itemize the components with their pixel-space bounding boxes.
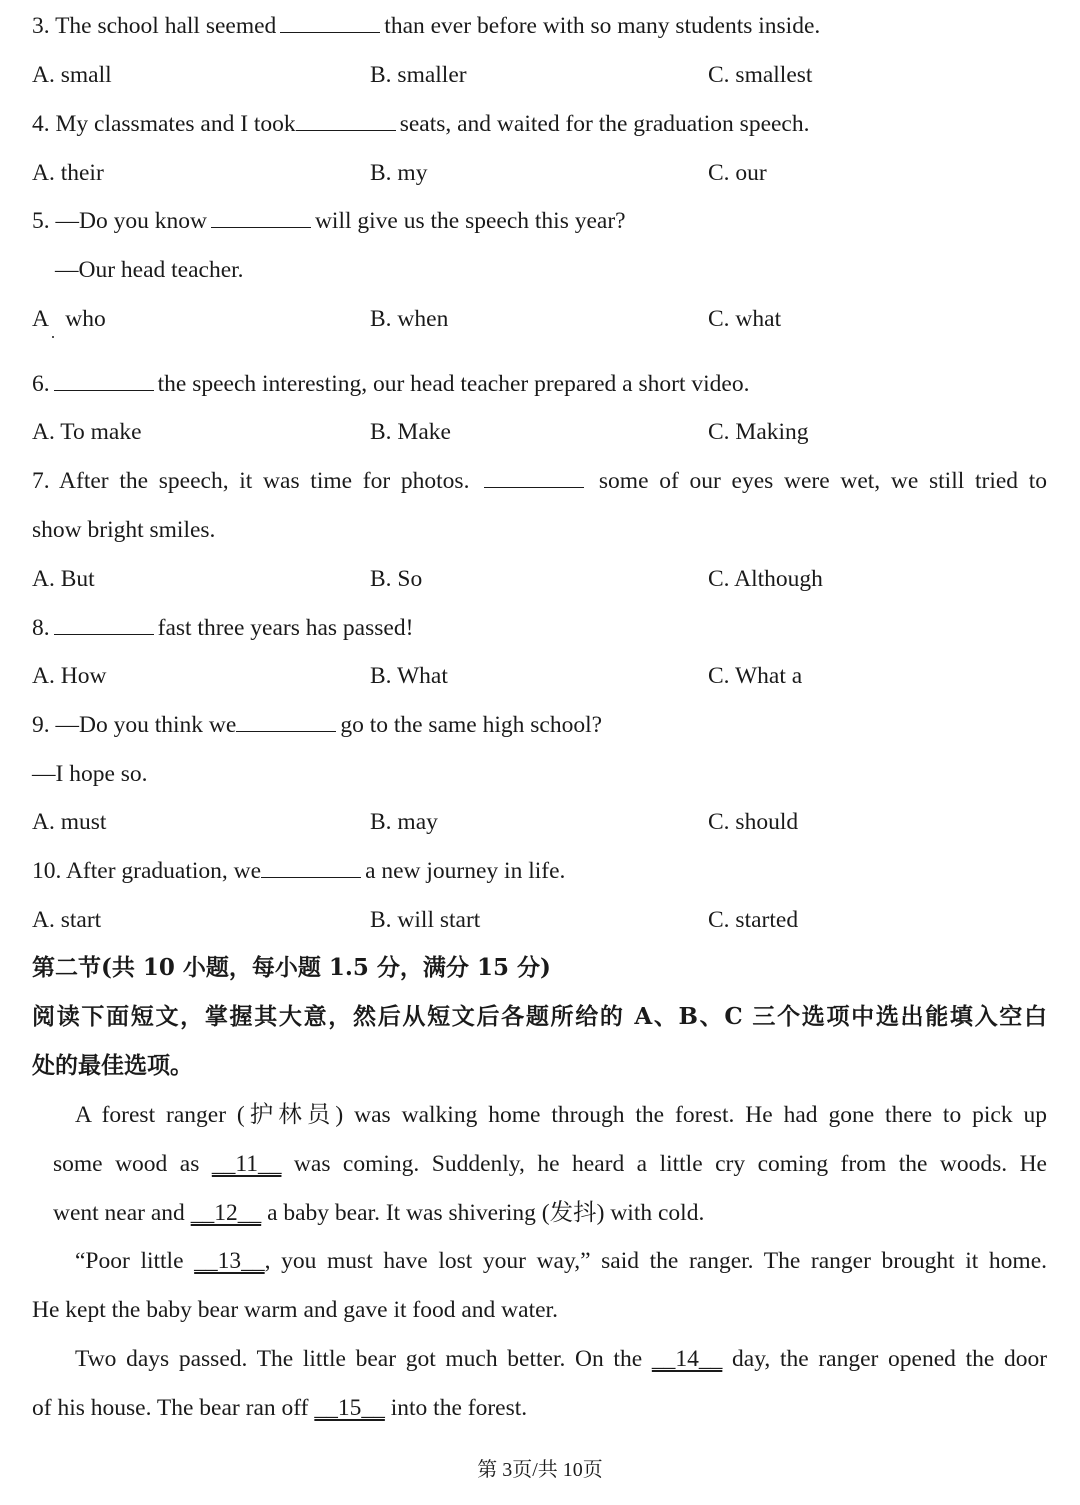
p2-l1-b: , you must have lost your way,” said the ranger. The ranger brought it home. xyxy=(264,1248,1047,1274)
q7-post: some of our eyes were wet, we still tried to xyxy=(598,468,1048,494)
q7-pre: 7. After the speech, it was time for photos. xyxy=(32,468,470,494)
q8-option-c: C. What a xyxy=(708,663,803,689)
answer-blank xyxy=(261,857,361,878)
q7-option-a: A. But xyxy=(32,566,95,592)
q4-post: seats, and waited for the graduation speech. xyxy=(399,111,810,137)
section-title: 第二节(共 10 小题，每小题 1.5 分，满分 15 分) xyxy=(32,954,551,981)
q5-reply: —Our head teacher. xyxy=(55,257,244,283)
question-5-stem xyxy=(32,206,626,236)
answer-blank xyxy=(54,370,154,391)
answer-blank xyxy=(211,207,311,228)
q10-option-c: C. started xyxy=(708,907,799,933)
p1-l3-b: a baby bear. It was shivering (发抖) with cold. xyxy=(267,1200,705,1226)
question-7-stem xyxy=(32,466,1047,496)
p3-l2-a: of his house. The bear ran off xyxy=(32,1395,309,1421)
q5-option-c: C. what xyxy=(708,306,782,332)
q9-option-a: A. must xyxy=(32,809,107,835)
answer-blank xyxy=(54,614,154,635)
q5-post: will give us the speech this year? xyxy=(314,208,626,234)
passage-p2-line-1 xyxy=(75,1246,1047,1276)
question-6-stem xyxy=(32,369,749,399)
q9-reply: —I hope so. xyxy=(32,761,148,787)
q8-option-a: A. How xyxy=(32,663,107,689)
question-3-stem xyxy=(32,11,820,41)
answer-blank xyxy=(296,110,396,131)
blank-15: __15__ xyxy=(314,1395,385,1421)
q8-option-b: B. What xyxy=(370,663,448,689)
q7-option-b: B. So xyxy=(370,566,423,592)
blank-13: __13__ xyxy=(194,1248,265,1274)
q6-option-c: C. Making xyxy=(708,419,809,445)
q4-option-a: A. their xyxy=(32,160,104,186)
answer-blank xyxy=(280,12,380,33)
blank-11: __11__ xyxy=(211,1151,282,1177)
q3-option-a: A. small xyxy=(32,62,112,88)
q4-option-c: C. our xyxy=(708,160,767,186)
q6-option-b: B. Make xyxy=(370,419,451,445)
q10-pre: 10. After graduation, we xyxy=(32,858,262,884)
answer-blank xyxy=(236,711,336,732)
q8-post: fast three years has passed! xyxy=(157,615,414,641)
p1-l2-a: some wood as xyxy=(53,1151,200,1177)
passage-p3-line-2 xyxy=(32,1393,527,1423)
passage-p3-line-1 xyxy=(75,1344,1047,1374)
q10-post: a new journey in life. xyxy=(365,858,566,884)
p2-l1-a: “Poor little xyxy=(75,1248,184,1274)
question-9-stem xyxy=(32,710,602,740)
section-instruction-line-1: 阅读下面短文，掌握其大意，然后从短文后各题所给的 A、B、C 三个选项中选出能填入空白 xyxy=(32,1003,1047,1030)
q9-pre: 9. —Do you think we xyxy=(32,712,237,738)
q5-option-a: A who xyxy=(32,306,106,332)
passage-p1-line-2 xyxy=(53,1149,1047,1179)
q4-option-b: B. my xyxy=(370,160,428,186)
answer-blank xyxy=(484,467,584,488)
q6-pre: 6. xyxy=(32,371,50,397)
q10-option-a: A. start xyxy=(32,907,102,933)
question-4-stem xyxy=(32,109,809,139)
q9-post: go to the same high school? xyxy=(340,712,603,738)
q3-post: than ever before with so many students inside. xyxy=(384,13,821,39)
p3-l1-b: day, the ranger opened the door xyxy=(732,1346,1048,1372)
p1-l3-a: went near and xyxy=(53,1200,185,1226)
q6-post: the speech interesting, our head teacher prepared a short video. xyxy=(157,371,750,397)
q9-option-c: C. should xyxy=(708,809,799,835)
q7-continuation: show bright smiles. xyxy=(32,517,216,543)
section-instruction-line-2: 处的最佳选项。 xyxy=(32,1052,193,1079)
q9-option-b: B. may xyxy=(370,809,438,835)
p1-l2-b: was coming. Suddenly, he heard a little cry coming from the woods. He xyxy=(293,1151,1047,1177)
q4-pre: 4. My classmates and I took xyxy=(32,111,296,137)
q5-option-b: B. when xyxy=(370,306,449,332)
q3-option-b: B. smaller xyxy=(370,62,467,88)
q8-pre: 8. xyxy=(32,615,50,641)
q3-pre: 3. The school hall seemed xyxy=(32,13,277,39)
blank-12: __12__ xyxy=(190,1200,262,1226)
passage-p2-line-2: He kept the baby bear warm and gave it food and water. xyxy=(32,1297,558,1323)
q5-pre: 5. —Do you know xyxy=(32,208,207,234)
passage-p1-line-1: A forest ranger (护林员) was walking home through the forest. He had gone there to pick up xyxy=(75,1102,1047,1128)
p3-l2-b: into the forest. xyxy=(390,1395,528,1421)
p3-l1-a: Two days passed. The little bear got much better. On the xyxy=(75,1346,643,1372)
page-number: 第 3页/共 10页 xyxy=(477,1459,603,1481)
q7-option-c: C. Although xyxy=(708,566,823,592)
question-10-stem xyxy=(32,856,565,886)
blank-14: __14__ xyxy=(651,1346,723,1372)
q3-option-c: C. smallest xyxy=(708,62,813,88)
q10-option-b: B. will start xyxy=(370,907,481,933)
passage-p1-line-3 xyxy=(53,1198,704,1228)
q6-option-a: A. To make xyxy=(32,419,142,445)
question-8-stem xyxy=(32,613,413,643)
stray-dot xyxy=(52,336,54,338)
